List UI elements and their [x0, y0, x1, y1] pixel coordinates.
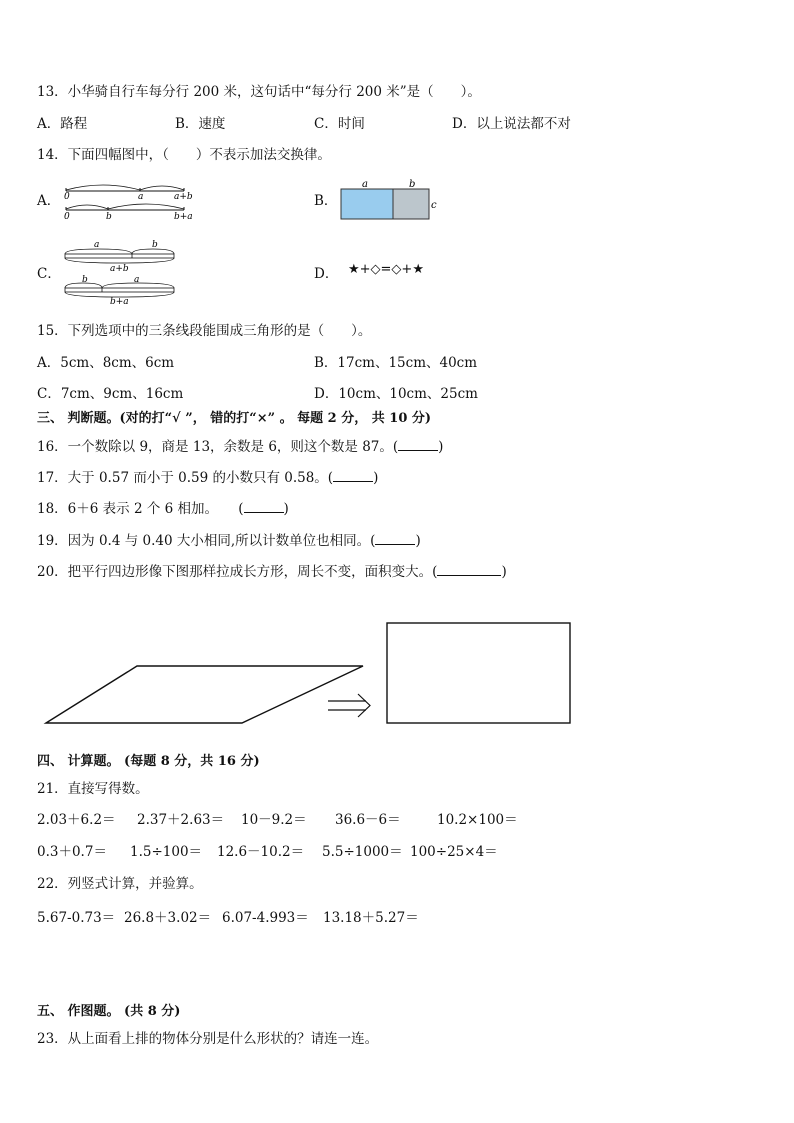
- q18-close-paren: ): [283, 501, 289, 517]
- q17-answer-blank[interactable]: [333, 469, 373, 482]
- fig-b-label-c: c: [431, 200, 437, 211]
- q21-r2-c2: 1.5÷100＝: [130, 844, 203, 860]
- q15-option-d[interactable]: D．10cm、10cm、25cm: [314, 386, 478, 402]
- q13-option-b[interactable]: B．速度: [175, 116, 226, 132]
- q17-text: 17．大于 0.57 而小于 0.59 的小数只有 0.58。(: [37, 470, 334, 486]
- q21-r2-c3: 12.6－10.2＝: [217, 844, 305, 860]
- fig-b-rect-b: [393, 189, 429, 219]
- q14-figure-d: ★+◇=◇+★: [348, 262, 424, 277]
- q20-figure: [40, 616, 580, 730]
- q21-r1-c2: 2.37＋2.63＝: [137, 812, 225, 828]
- fig-c-bottom-b: b: [82, 275, 88, 285]
- q14-figure-a: [60, 178, 200, 224]
- fig-a-top-a: a: [138, 192, 144, 202]
- q14-text: 14．下面四幅图中，（ ）不表示加法交换律。: [37, 147, 331, 163]
- q15-option-c[interactable]: C．7cm、9cm、16cm: [37, 386, 184, 402]
- q15-text: 15．下列选项中的三条线段能围成三角形的是（ ）。: [37, 323, 372, 339]
- double-arrow-icon: [328, 694, 370, 717]
- q15-option-b[interactable]: B．17cm、15cm、40cm: [314, 355, 478, 371]
- fig-b-label-a: a: [362, 179, 368, 190]
- fig-b-label-b: b: [409, 179, 416, 190]
- q18-row: [37, 500, 289, 517]
- q13-option-a[interactable]: A．路程: [37, 116, 88, 132]
- q13-option-d[interactable]: D．以上说法都不对: [452, 116, 571, 132]
- q18-answer-blank[interactable]: [244, 500, 284, 513]
- q14-figure-c: [60, 237, 180, 305]
- q15-option-a[interactable]: A．5cm、8cm、6cm: [37, 355, 175, 371]
- q22-item-1: 5.67-0.73＝: [37, 910, 116, 926]
- q21-r1-c1: 2.03＋6.2＝: [37, 812, 116, 828]
- q13-option-c[interactable]: C．时间: [314, 116, 365, 132]
- q18-text: 18．6＋6 表示 2 个 6 相加。 (: [37, 501, 244, 517]
- q16-row: [37, 438, 443, 455]
- section-5-title: 五、 作图题。 (共 8 分): [37, 1004, 181, 1019]
- q22-item-2: 26.8＋3.02＝: [124, 910, 212, 926]
- q21-r2-c5: 100÷25×4＝: [410, 844, 498, 860]
- q17-row: [37, 469, 378, 486]
- rectangle: [387, 623, 570, 723]
- fig-a-bottom-ba: b+a: [174, 212, 193, 222]
- fig-c-top-a: a: [94, 240, 100, 250]
- q20-row: [37, 563, 507, 580]
- q19-text: 19．因为 0.4 与 0.40 大小相同,所以计数单位也相同。(: [37, 533, 376, 549]
- q19-row: [37, 532, 421, 549]
- q21-r1-c4: 36.6－6＝: [335, 812, 401, 828]
- q14-label-a[interactable]: A．: [37, 193, 61, 209]
- q21-text: 21．直接写得数。: [37, 781, 149, 797]
- q23-text: 23．从上面看上排的物体分别是什么形状的？请连一连。: [37, 1031, 379, 1047]
- q16-answer-blank[interactable]: [398, 438, 438, 451]
- q20-text: 20．把平行四边形像下图那样拉成长方形，周长不变，面积变大。(: [37, 564, 438, 580]
- section-3-title: 三、 判断题。(对的打“√ ”， 错的打“×” 。 每题 2 分， 共 10 分): [37, 411, 432, 426]
- q13-text: 13．小华骑自行车每分行 200 米，这句话中“每分行 200 米”是（ ）。: [37, 84, 481, 100]
- q19-close-paren: ): [415, 533, 421, 549]
- q22-item-4: 13.18＋5.27＝: [323, 910, 419, 926]
- q21-r1-c5: 10.2×100＝: [437, 812, 518, 828]
- q20-close-paren: ): [501, 564, 507, 580]
- q21-r2-c1: 0.3＋0.7＝: [37, 844, 107, 860]
- q14-label-d[interactable]: D．: [314, 266, 339, 282]
- parallelogram: [46, 666, 363, 723]
- q17-close-paren: ): [373, 470, 379, 486]
- fig-a-top-ab: a+b: [174, 192, 193, 202]
- q22-text: 22．列竖式计算，并验算。: [37, 876, 203, 892]
- fig-a-bottom-b: b: [106, 212, 112, 222]
- fig-a-bottom-0: 0: [64, 212, 70, 222]
- fig-b-rect-a: [341, 189, 393, 219]
- fig-c-top-ab: a+b: [110, 264, 129, 274]
- fig-c-top-b: b: [152, 240, 158, 250]
- fig-c-bottom-ba: b+a: [110, 297, 129, 305]
- q21-r1-c3: 10－9.2＝: [241, 812, 307, 828]
- q20-answer-blank[interactable]: [437, 563, 501, 576]
- q16-close-paren: ): [438, 439, 444, 455]
- q14-label-b[interactable]: B．: [314, 193, 338, 209]
- q16-text: 16．一个数除以 9，商是 13，余数是 6，则这个数是 87。(: [37, 439, 399, 455]
- fig-a-top-0: 0: [64, 192, 70, 202]
- q21-r2-c4: 5.5÷1000＝: [322, 844, 403, 860]
- q14-label-c[interactable]: C．: [37, 266, 61, 282]
- section-4-title: 四、 计算题。 (每题 8 分，共 16 分): [37, 754, 260, 769]
- fig-c-bottom-a: a: [134, 275, 140, 285]
- q14-figure-b: [336, 177, 446, 223]
- q22-item-3: 6.07-4.993＝: [222, 910, 309, 926]
- q19-answer-blank[interactable]: [375, 532, 415, 545]
